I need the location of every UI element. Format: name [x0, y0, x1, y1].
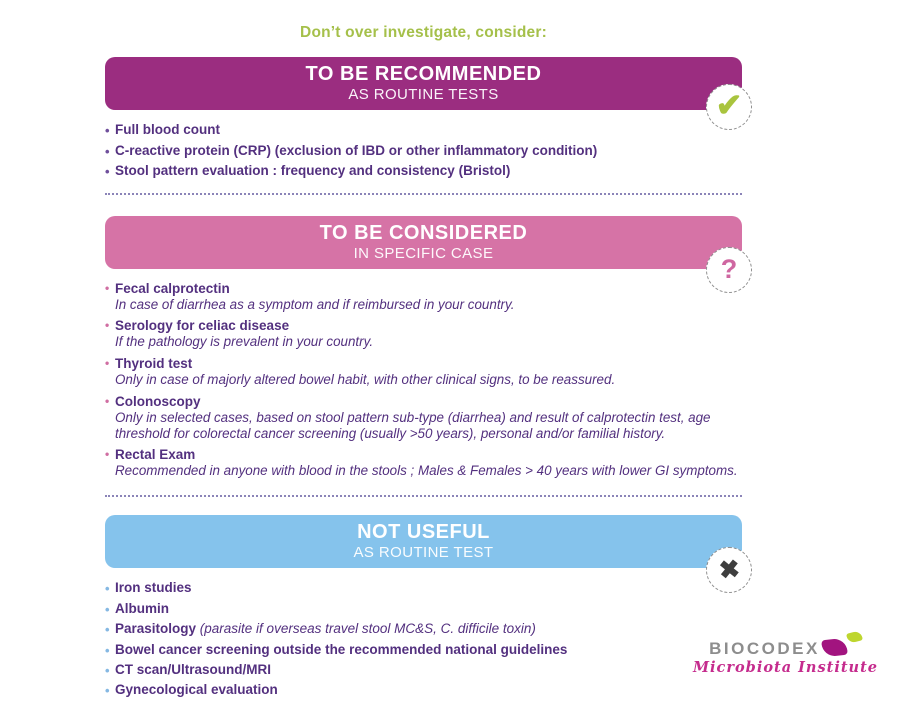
list-item	[105, 161, 742, 182]
logo-wordmark: BIOCODEX	[709, 639, 820, 658]
item-label: Albumin	[115, 600, 169, 616]
logo-tagline: Microbiota Institute	[692, 659, 878, 676]
considered-list	[105, 269, 742, 480]
bullet-icon: •	[105, 280, 110, 295]
item-label: Full blood count	[115, 122, 220, 137]
item-label: Bowel cancer screening outside the recommended national guidelines	[115, 641, 568, 657]
section-not-useful	[105, 515, 742, 700]
item-label: Iron studies	[115, 580, 192, 596]
bullet-icon: •	[105, 164, 110, 179]
item-label: Parasitology	[115, 621, 197, 637]
item-label: Rectal Exam	[115, 447, 196, 463]
list-item	[105, 281, 742, 313]
item-note: Recommended in anyone with blood in the stools ; Males & Females > 40 years with lower GI symptoms.	[115, 463, 738, 479]
bullet-icon: •	[105, 318, 110, 333]
list-item	[105, 447, 742, 479]
leaf-icon	[822, 632, 862, 658]
cross-icon: ✖	[717, 554, 741, 585]
list-item	[105, 578, 742, 598]
item-label: Serology for celiac disease	[115, 318, 290, 334]
bullet-icon: •	[105, 581, 110, 597]
list-item	[105, 619, 742, 639]
check-icon: ✔	[715, 87, 743, 123]
section-title: NOT USEFUL	[357, 521, 490, 544]
section-header-considered	[105, 216, 742, 269]
item-note: If the pathology is prevalent in your country.	[115, 334, 374, 350]
list-item	[105, 640, 742, 660]
item-label: Thyroid test	[115, 356, 193, 372]
item-label: Stool pattern evaluation : frequency and consistency (Bristol)	[115, 163, 511, 178]
not-useful-list	[105, 568, 742, 700]
bullet-icon: •	[105, 683, 110, 699]
list-item	[105, 120, 742, 141]
content-column	[105, 0, 742, 701]
list-item	[105, 141, 742, 162]
bullet-icon: •	[105, 662, 110, 678]
section-title: TO BE CONSIDERED	[319, 221, 528, 244]
bullet-icon: •	[105, 447, 110, 462]
section-subtitle: AS ROUTINE TESTS	[348, 86, 499, 103]
section-header-recommended	[105, 57, 742, 110]
green-leaf-icon	[846, 630, 863, 643]
section-subtitle: IN SPECIFIC CASE	[353, 244, 494, 262]
item-label: C-reactive protein (CRP) (exclusion of IBD or other inflammatory condition)	[115, 142, 598, 158]
bullet-icon: •	[105, 356, 110, 371]
item-note: Only in selected cases, based on stool pattern sub-type (diarrhea) and result of calprotectin test, age threshold for colorectal cancer screening (usually >50 years), personal and/or familial history.	[115, 409, 711, 441]
bullet-icon: •	[105, 642, 110, 658]
list-item	[105, 599, 742, 619]
magenta-leaf-icon	[821, 638, 848, 658]
bullet-icon: •	[105, 393, 110, 408]
item-note: In case of diarrhea as a symptom and if reimbursed in your country.	[115, 296, 515, 312]
list-item	[105, 356, 742, 388]
item-label: Fecal calprotectin	[115, 280, 230, 296]
list-item	[105, 394, 742, 442]
dotted-divider	[105, 495, 742, 497]
item-label: CT scan/Ultrasound/MRI	[115, 661, 272, 677]
list-item	[105, 680, 742, 700]
item-inline-note: (parasite if overseas travel stool MC&S, C. difficile toxin)	[196, 621, 536, 637]
biocodex-logo	[693, 632, 878, 676]
page-title: Don’t over investigate, consider:	[300, 24, 547, 41]
section-to-be-considered	[105, 216, 742, 480]
item-label: Gynecological evaluation	[115, 682, 278, 698]
section-to-be-recommended	[105, 57, 742, 182]
section-header-not-useful	[105, 515, 742, 568]
bullet-icon: •	[105, 622, 110, 638]
list-item	[105, 660, 742, 680]
recommended-list	[105, 110, 742, 182]
bullet-icon: •	[105, 143, 110, 159]
question-mark-icon: ?	[720, 254, 738, 284]
section-subtitle: AS ROUTINE TEST	[353, 544, 494, 562]
dotted-divider	[105, 193, 742, 195]
item-label: Colonoscopy	[115, 393, 201, 409]
bullet-icon: •	[105, 123, 110, 138]
item-note: Only in case of majorly altered bowel habit, with other clinical signs, to be reassured.	[115, 372, 616, 388]
list-item	[105, 318, 742, 350]
logo-top-row	[693, 632, 878, 658]
section-title: TO BE RECOMMENDED	[305, 63, 542, 85]
bullet-icon: •	[105, 601, 110, 617]
